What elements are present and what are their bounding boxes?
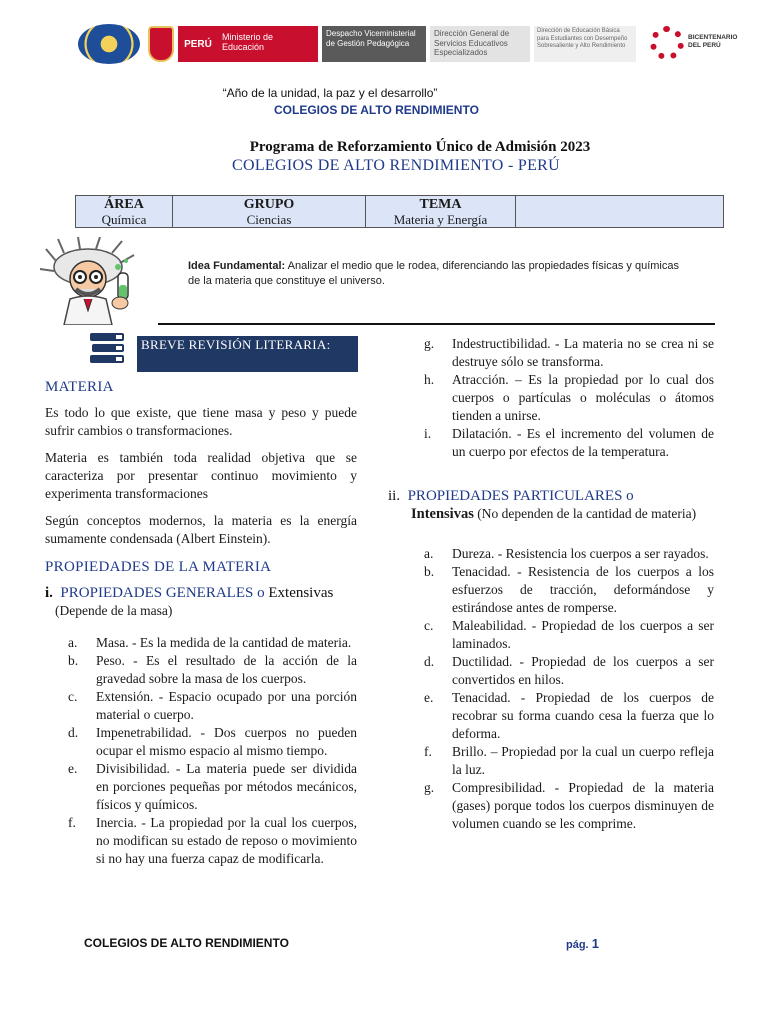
list-item <box>68 688 357 724</box>
bicentenario-icon <box>650 26 684 60</box>
list-item <box>68 724 357 760</box>
list-item <box>424 545 714 563</box>
header-title: COLEGIOS DE ALTO RENDIMIENTO <box>274 103 479 117</box>
fundamental-idea <box>188 259 688 289</box>
area-label: ÁREA <box>104 197 144 212</box>
list-marker: f. <box>424 744 432 759</box>
list-item-text: Brillo. – Propiedad por la cual un cuerpo refleja la luz. <box>452 744 714 777</box>
general-note: (Depende de la masa) <box>55 603 173 618</box>
info-table <box>75 195 724 228</box>
list-item-text: Impenetrabilidad. - Dos cuerpos no pueden ocupar el mismo espacio al mismo tiempo. <box>96 725 357 758</box>
particular-note: (No dependen de la cantidad de materia) <box>473 506 697 521</box>
topic-cell <box>366 196 516 227</box>
list-item-text: Maleabilidad. - Propiedad de los cuerpos a ser laminados. <box>452 618 714 651</box>
list-marker: c. <box>424 618 434 633</box>
particular-heading-text: PROPIEDADES PARTICULARES o <box>407 488 634 504</box>
list-item-text: Inercia. - La propiedad por la cual los cuerpos, no modifican su estado de reposo o movimiento si no hay una fuerza capaz de modificarla. <box>96 815 357 866</box>
idea-text: Analizar el medio que le rodea, diferenciando las propiedades físicas y químicas de la materia que constituye el universo. <box>188 260 679 287</box>
program-subtitle: COLEGIOS DE ALTO RENDIMIENTO - PERÚ <box>232 157 560 174</box>
general-properties-heading <box>45 584 357 602</box>
peru-label: PERÚ <box>178 26 218 62</box>
list-marker: f. <box>68 815 76 830</box>
list-item <box>424 689 714 743</box>
general-properties-list-continued <box>424 335 714 461</box>
bicentenario-label: BICENTENARIO DEL PERÚ <box>688 34 738 49</box>
list-marker: a. <box>424 546 434 561</box>
list-marker: g. <box>424 336 435 351</box>
despacho-label: Despacho Viceministerial de Gestión Pedagógica <box>322 26 426 62</box>
list-marker: b. <box>68 653 79 668</box>
list-item-text: Divisibilidad. - La materia puede ser dividida en porciones pequeñas por métodos mecánicos, físicos y químicos. <box>96 761 357 812</box>
list-item-text: Tenacidad. - Propiedad de los cuerpos de recobrar su forma cuando cesa la fuerza que lo deforma. <box>452 690 714 741</box>
list-item-text: Masa. - Es la medida de la cantidad de materia. <box>96 635 352 650</box>
particular-properties-heading <box>388 487 714 505</box>
general-heading-extensivas: Extensivas <box>268 585 334 601</box>
books-icon <box>88 331 128 365</box>
materia-heading: MATERIA <box>45 379 114 395</box>
direccion-basica-label: Dirección de Educación Básica para Estudiantes con Desempeño Sobresaliente y Alto Rendimiento <box>534 26 636 62</box>
materia-paragraph-3: Según conceptos modernos, la materia es la energía sumamente condensada (Albert Einstein). <box>45 513 357 546</box>
list-marker: d. <box>424 654 435 669</box>
general-properties-list <box>68 634 357 868</box>
footer-title: COLEGIOS DE ALTO RENDIMIENTO <box>84 936 289 950</box>
area-cell <box>76 196 173 227</box>
list-marker: g. <box>424 780 435 795</box>
properties-heading: PROPIEDADES DE LA MATERIA <box>45 559 272 575</box>
list-marker: h. <box>424 372 435 387</box>
group-value: Ciencias <box>246 212 292 227</box>
list-item <box>424 617 714 653</box>
list-item <box>424 425 714 461</box>
particular-heading-intensivas: Intensivas <box>411 506 474 522</box>
peru-shield-icon <box>148 26 174 62</box>
general-heading-text: PROPIEDADES GENERALES o <box>60 585 265 601</box>
materia-paragraph-2: Materia es también toda realidad objetiva que se caracteriza por presentar continuo movimiento y experimenta transformaciones <box>45 450 357 501</box>
list-item-text: Dilatación. - Es el incremento del volumen de un cuerpo por efectos de la temperatura. <box>452 426 714 459</box>
year-motto: “Año de la unidad, la paz y el desarrollo” <box>222 86 438 100</box>
group-cell <box>173 196 366 227</box>
program-title: Programa de Reforzamiento Único de Admisión 2023 <box>249 139 591 155</box>
list-item <box>424 563 714 617</box>
list-item-text: Tenacidad. - Resistencia de los cuerpos a los esfuerzos de tracción, deformándose y estirándose antes de romperse. <box>452 564 714 615</box>
general-roman-marker: i. <box>45 585 53 601</box>
scientist-illustration <box>30 237 158 325</box>
divider-line <box>158 323 715 325</box>
list-marker: e. <box>424 690 434 705</box>
list-marker: c. <box>68 689 78 704</box>
topic-value: Materia y Energía <box>393 212 488 227</box>
list-item-text: Atracción. – Es la propiedad por lo cual dos cuerpos o partículas o moléculas o átomos tienden a unirse. <box>452 372 714 423</box>
right-column <box>388 335 714 833</box>
list-item-text: Compresibilidad. - Propiedad de la materia (gases) porque todos los cuerpos disminuyen de volumen cuando se les comprime. <box>452 780 714 831</box>
list-marker: b. <box>424 564 435 579</box>
list-marker: i. <box>424 426 432 441</box>
list-item <box>68 652 357 688</box>
particular-subheading <box>411 505 714 523</box>
empty-cell <box>516 196 723 227</box>
idea-label: Idea Fundamental: <box>188 260 286 272</box>
list-item-text: Peso. - Es el resultado de la acción de la gravedad sobre la masa de los cuerpos. <box>96 653 357 686</box>
list-item-text: Extensión. - Espacio ocupado por una porción material o cuerpo. <box>96 689 357 722</box>
footer-page <box>566 936 599 951</box>
particular-properties-list <box>424 545 714 833</box>
list-item-text: Indestructibilidad. - La materia no se crea ni se destruye sólo se transforma. <box>452 336 714 369</box>
list-marker: a. <box>68 635 78 650</box>
list-item <box>68 760 357 814</box>
list-item <box>424 743 714 779</box>
left-column <box>45 378 357 868</box>
ministry-label: Ministerio de Educación <box>218 26 318 62</box>
list-item <box>424 371 714 425</box>
list-item-text: Dureza. - Resistencia los cuerpos a ser rayados. <box>452 546 709 561</box>
particular-roman-marker: ii. <box>388 488 401 504</box>
list-item-text: Ductilidad. - Propiedad de los cuerpos a ser convertidos en hilos. <box>452 654 714 687</box>
topic-label: TEMA <box>419 197 462 212</box>
literature-review-box: BREVE REVISIÓN LITERARIA: <box>137 336 358 372</box>
list-item <box>68 634 357 652</box>
bicentenario-logo <box>650 24 738 64</box>
list-item <box>424 779 714 833</box>
page-number: 1 <box>591 936 599 951</box>
university-seal-icon <box>78 24 140 64</box>
page-label: pág. <box>566 939 589 951</box>
list-marker: e. <box>68 761 78 776</box>
area-value: Química <box>101 212 147 227</box>
group-label: GRUPO <box>243 197 295 212</box>
list-item <box>424 653 714 689</box>
header-logo-bar <box>78 24 738 68</box>
materia-paragraph-1: Es todo lo que existe, que tiene masa y peso y puede sufrir cambios o transformaciones. <box>45 405 357 438</box>
direccion-general-label: Dirección General de Servicios Educativos Especializados <box>430 26 530 62</box>
list-item <box>68 814 357 868</box>
list-marker: d. <box>68 725 79 740</box>
list-item <box>424 335 714 371</box>
